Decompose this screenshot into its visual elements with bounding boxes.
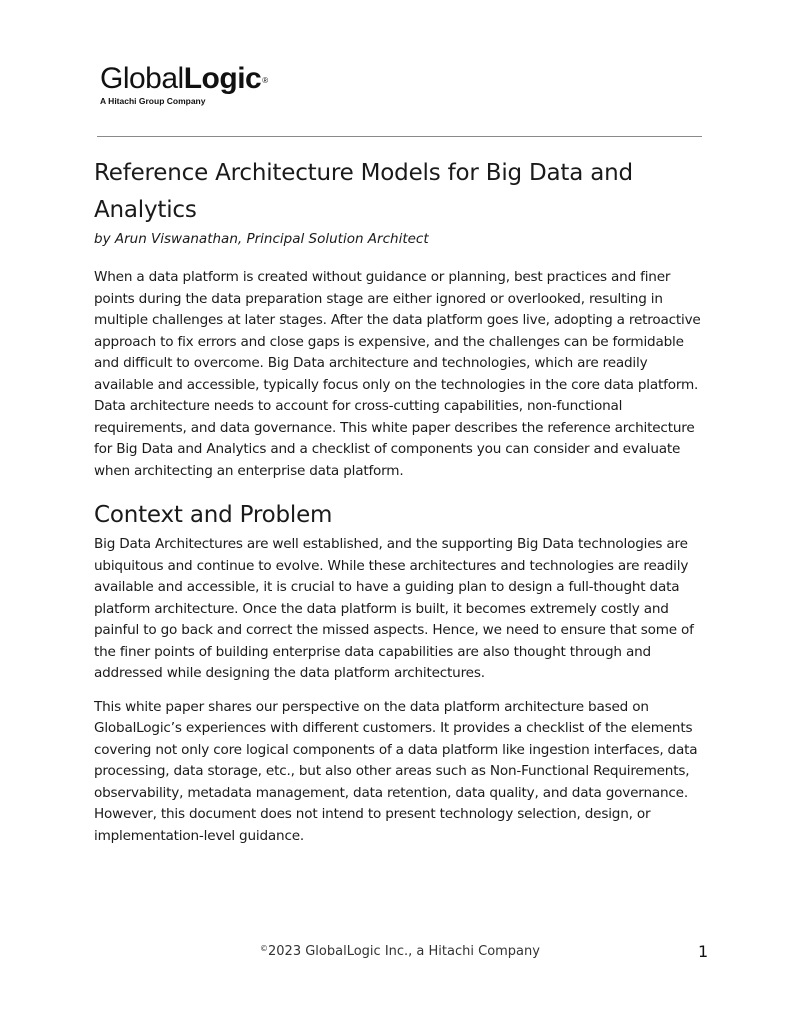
logo-tagline: A Hitachi Group Company (100, 96, 206, 106)
intro-paragraph: When a data platform is created without guidance or planning, best practices and finer points during the data preparation stage are either ignored or overlooked, resulting in multiple challenges at later stages. After the data platform goes live, adopting a retroactive approach to fix errors and close gaps is expensive, and the challenges can be formidable and difficult to overcome. Big Data architecture and technologies, which are readily available and accessible, typically focus only on the technologies in the core data platform. Data architecture needs to account for cross-cutting capabilities, non-functional requirements, and data governance. This white paper describes the reference architecture for Big Data and Analytics and a checklist of components you can consider and evaluate when architecting an enterprise data platform. (94, 269, 701, 479)
section-paragraph-2: This white paper shares our perspective on the data platform architecture based on GlobalLogic’s experiences with different customers. It provides a checklist of the elements covering not only core logical components of a data platform like ingestion interfaces, data processing, data storage, etc., but also other areas such as Non-Functional Requirements, observability, metadata management, data retention, data quality, and data governance. However, this document does not intend to present technology selection, design, or implementation-level guidance. (94, 698, 698, 844)
document-body (94, 155, 706, 847)
logo-wordmark (100, 64, 268, 94)
logo-wordmark-light: Global (100, 62, 184, 95)
logo-registered-mark: ® (262, 76, 268, 85)
document-byline: by Arun Viswanathan, Principal Solution Architect (94, 231, 429, 247)
section-heading: Context and Problem (94, 502, 333, 528)
section-paragraph-1: Big Data Architectures are well established, and the supporting Big Data technologies are ubiquitous and continue to evolve. While these architectures and technologies are readily available and accessible, it is crucial to have a guiding plan to design a full-thought data platform architecture. Once the data platform is built, it becomes extremely costly and painful to go back and correct the missed aspects. Hence, we need to ensure that some of the finer points of building enterprise data capabilities are also thought through and addressed while designing the data platform architectures. (94, 536, 694, 681)
copyright-symbol: © (260, 944, 269, 953)
copyright-text: 2023 GlobalLogic Inc., a Hitachi Company (268, 944, 540, 959)
document-title: Reference Architecture Models for Big Data and Analytics (94, 160, 633, 223)
header-divider (97, 136, 702, 137)
page-number: 1 (698, 942, 709, 961)
globallogic-logo (100, 64, 268, 106)
logo-wordmark-bold: Logic (183, 62, 262, 95)
footer-copyright (0, 944, 800, 959)
